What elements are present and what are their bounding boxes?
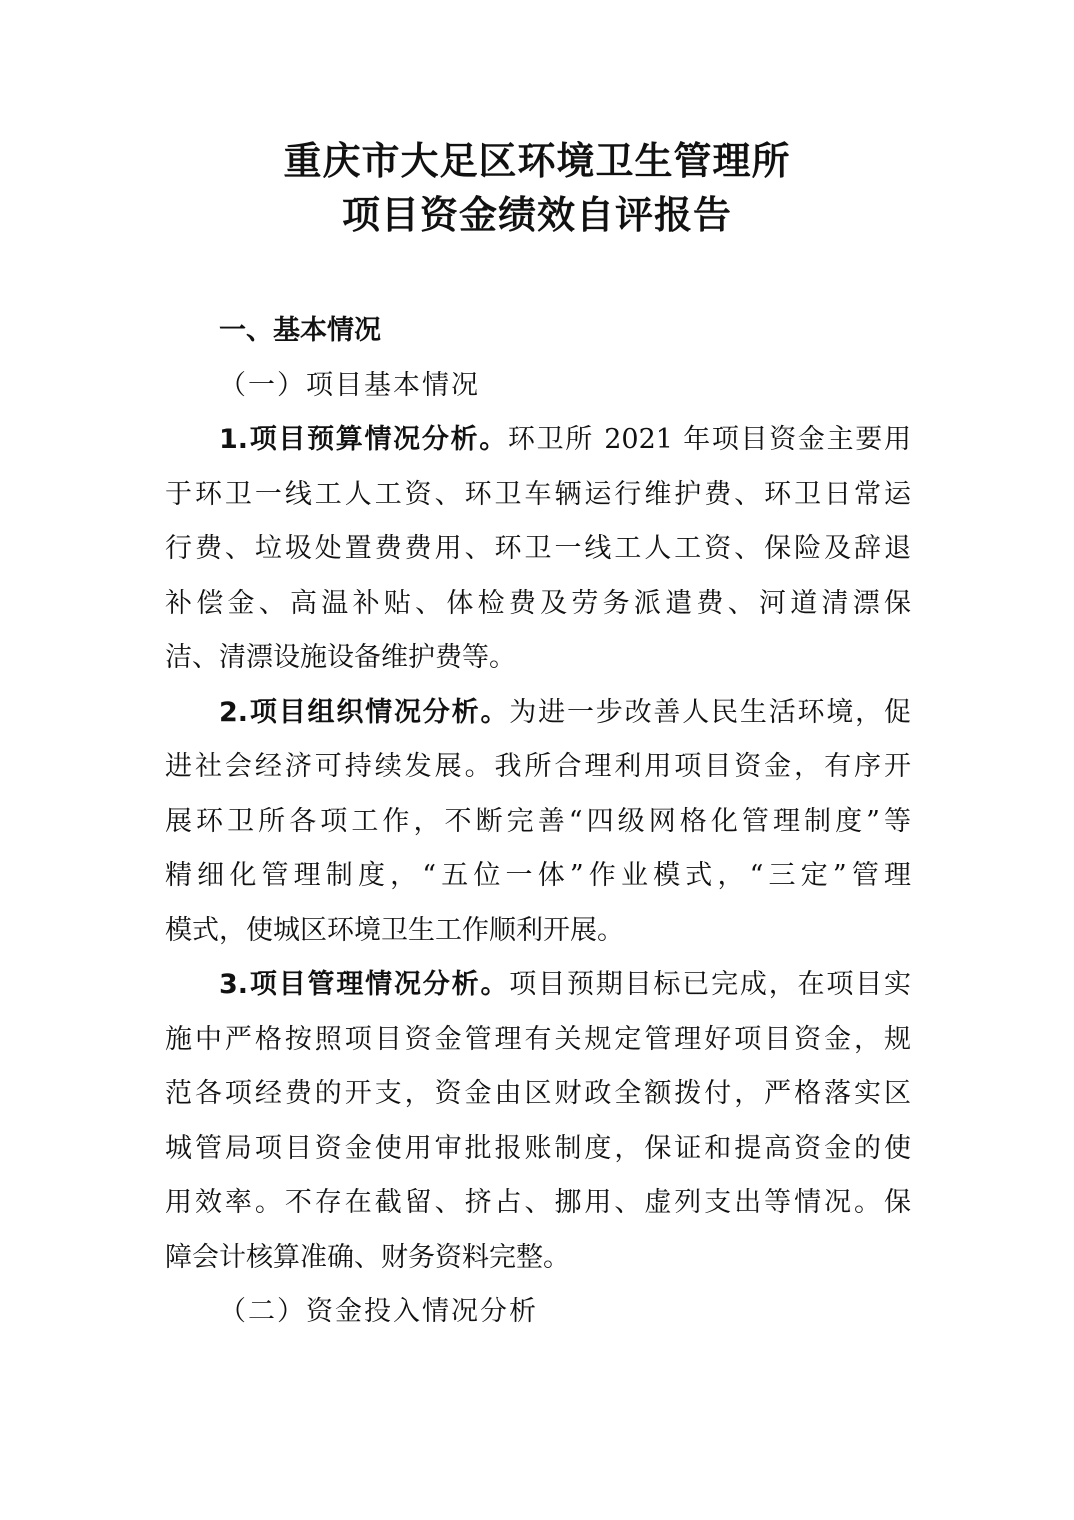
paragraph-budget-line-5: 洁、清漂设施设备维护费等。 <box>165 642 516 673</box>
subsection-heading-project-info: （一）项目基本情况 <box>219 369 480 401</box>
paragraph-management-line-3: 范各项经费的开支，资金由区财政全额拨付，严格落实区 <box>165 1078 911 1109</box>
paragraph-management-line-5: 用效率。不存在截留、挤占、挪用、虚列支出等情况。保 <box>165 1187 911 1218</box>
paragraph-management-text: 项目预期目标已完成，在项目实 <box>509 969 912 1000</box>
document-title-line-2: 项目资金绩效自评报告 <box>341 192 732 237</box>
document-body <box>165 304 911 1340</box>
section-heading-basic-info: 一、基本情况 <box>219 315 381 346</box>
paragraph-management-line-6: 障会计核算准确、财务资料完整。 <box>165 1241 570 1273</box>
paragraph-budget-lead: 1.项目预算情况分析。 <box>219 424 508 455</box>
paragraph-management-line-2: 施中严格按照项目资金管理有关规定管理好项目资金，规 <box>165 1023 911 1055</box>
paragraph-management-lead: 3.项目管理情况分析。 <box>219 969 510 1000</box>
paragraph-organization-line-5: 模式，使城区环境卫生工作顺利开展。 <box>165 914 624 946</box>
subsection-heading-funding-input: （二）资金投入情况分析 <box>219 1296 538 1327</box>
paragraph-organization-lead: 2.项目组织情况分析。 <box>219 696 510 728</box>
paragraph-budget-text: 环卫所 2021 年项目资金主要用 <box>507 424 911 455</box>
paragraph-budget-line-1 <box>165 413 911 468</box>
paragraph-management-line-1 <box>165 958 911 1013</box>
paragraph-organization-line-1 <box>165 686 911 741</box>
paragraph-organization-line-2: 进社会经济可持续发展。我所合理利用项目资金，有序开 <box>165 751 911 782</box>
document-title-line-1: 重庆市大足区环境卫生管理所 <box>283 138 791 183</box>
paragraph-management-line-4: 城管局项目资金使用审批报账制度，保证和提高资金的使 <box>165 1132 911 1164</box>
paragraph-organization-line-3: 展环卫所各项工作，不断完善“四级网格化管理制度”等 <box>165 805 911 837</box>
paragraph-budget-line-4: 补偿金、高温补贴、体检费及劳务派遣费、河道清漂保 <box>165 587 911 619</box>
paragraph-budget-line-3: 行费、垃圾处置费费用、环卫一线工人工资、保险及辞退 <box>165 533 911 564</box>
paragraph-budget-line-2: 于环卫一线工人工资、环卫车辆运行维护费、环卫日常运 <box>165 478 911 510</box>
paragraph-organization-text: 为进一步改善人民生活环境，促 <box>509 696 912 728</box>
paragraph-organization-line-4: 精细化管理制度，“五位一体”作业模式，“三定”管理 <box>165 860 911 891</box>
